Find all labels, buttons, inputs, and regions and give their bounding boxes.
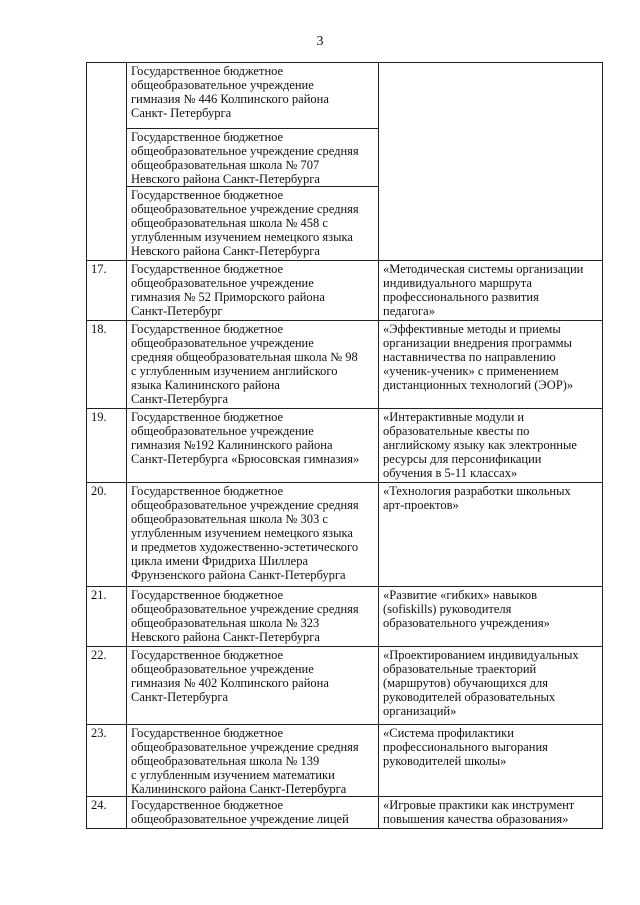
topic-cell: «Развитие «гибких» навыков (sofiskills) руководителя образовательного учреждения» (379, 587, 603, 647)
table-row (87, 587, 603, 647)
institutions-table (86, 62, 603, 829)
row-number: 21. (87, 587, 127, 647)
topic-cell (379, 63, 603, 261)
topic-cell: «Игровые практики как инструмент повышения качества образования» (379, 797, 603, 829)
row-number: 22. (87, 647, 127, 725)
organization-cell: Государственное бюджетное общеобразовательное учреждение гимназия №192 Калининского района Санкт-Петербурга «Брюсовская гимназия» (127, 409, 379, 483)
organization-cell: Государственное бюджетное общеобразовательное учреждение гимназия № 446 Колпинского района Санкт- Петербурга (127, 63, 379, 129)
table-row (87, 409, 603, 483)
topic-cell: «Методическая системы организации индивидуального маршрута профессионального развития педагога» (379, 261, 603, 321)
row-number: 17. (87, 261, 127, 321)
table-row (87, 647, 603, 725)
row-number: 19. (87, 409, 127, 483)
table-row (87, 797, 603, 829)
page-number: 3 (316, 34, 324, 49)
organization-cell: Государственное бюджетное общеобразовательное учреждение средняя общеобразовательная школа № 458 с углубленным изучением немецкого языка Невского района Санкт-Петербурга (127, 187, 379, 261)
topic-cell: «Проектированием индивидуальных образовательные траекторий (маршрутов) обучающихся для руководителей образовательных организаций» (379, 647, 603, 725)
table-row (87, 483, 603, 587)
organization-cell: Государственное бюджетное общеобразовательное учреждение лицей (127, 797, 379, 829)
organization-cell: Государственное бюджетное общеобразовательное учреждение гимназия № 402 Колпинского района Санкт-Петербурга (127, 647, 379, 725)
organization-cell: Государственное бюджетное общеобразовательное учреждение средняя общеобразовательная школа № 323 Невского района Санкт-Петербурга (127, 587, 379, 647)
table-row (87, 261, 603, 321)
organization-cell: Государственное бюджетное общеобразовательное учреждение средняя общеобразовательная школа № 139 с углубленным изучением математики Калининского района Санкт-Петербурга (127, 725, 379, 797)
table-row (87, 321, 603, 409)
topic-cell: «Эффективные методы и приемы организации внедрения программы наставничества по направлению «ученик-ученик» с применением дистанционных технологий (ЭОР)» (379, 321, 603, 409)
organization-cell: Государственное бюджетное общеобразовательное учреждение средняя общеобразовательная школа № 98 с углубленным изучением английского языка Калининского района Санкт-Петербурга (127, 321, 379, 409)
row-number (87, 63, 127, 261)
topic-cell: «Система профилактики профессионального выгорания руководителей школы» (379, 725, 603, 797)
organization-cell: Государственное бюджетное общеобразовательное учреждение средняя общеобразовательная школа № 707 Невского района Санкт-Петербурга (127, 129, 379, 187)
topic-cell: «Интерактивные модули и образовательные квесты по английскому языку как электронные ресурсы для персонификации обучения в 5-11 классах» (379, 409, 603, 483)
organization-cell: Государственное бюджетное общеобразовательное учреждение средняя общеобразовательная школа № 303 с углубленным изучением немецкого языка и предметов художественно-эстетического цикла имени Фридриха Шиллера Фрунзенского района Санкт-Петербурга (127, 483, 379, 587)
table-row (87, 725, 603, 797)
organization-cell: Государственное бюджетное общеобразовательное учреждение гимназия № 52 Приморского района Санкт-Петербург (127, 261, 379, 321)
row-number: 20. (87, 483, 127, 587)
row-number: 24. (87, 797, 127, 829)
row-number: 18. (87, 321, 127, 409)
row-number: 23. (87, 725, 127, 797)
table-row (87, 63, 603, 129)
topic-cell: «Технология разработки школьных арт-проектов» (379, 483, 603, 587)
